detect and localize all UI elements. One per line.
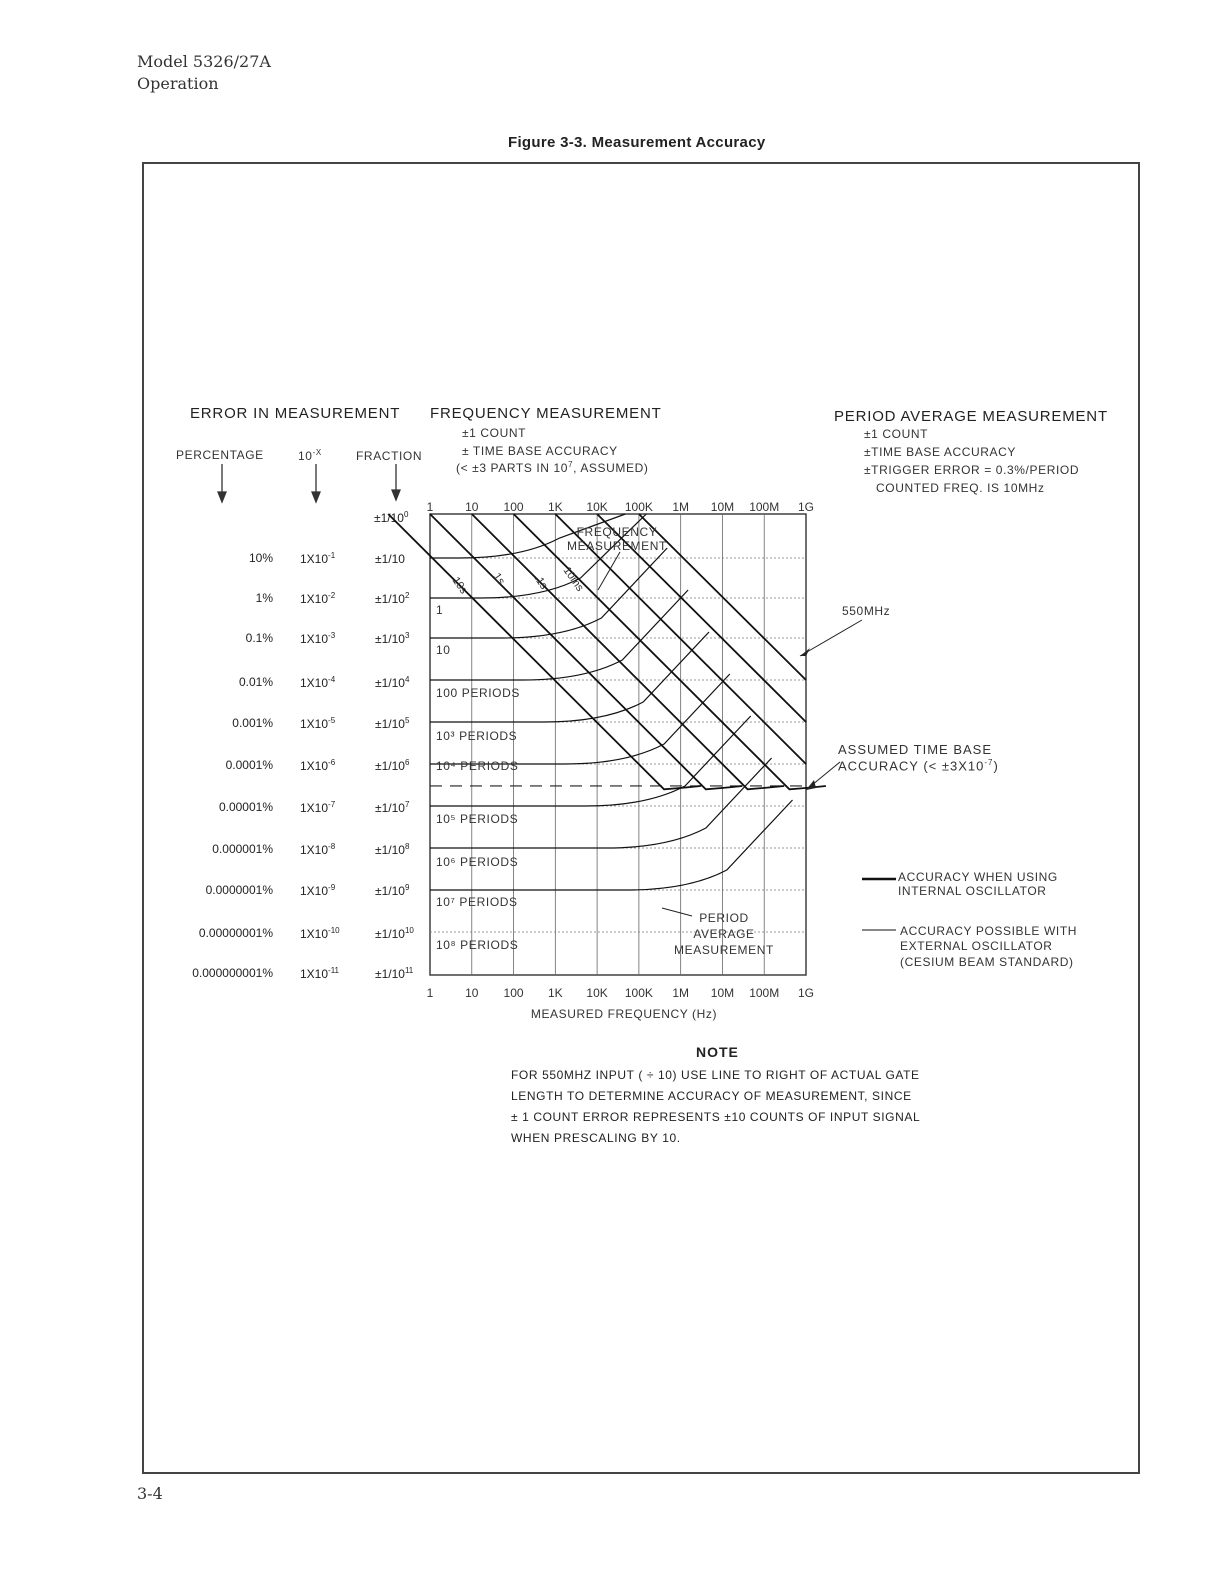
row-fraction: $\pm 1/10^4$	[375, 675, 410, 690]
gate-label: 10s	[449, 574, 470, 597]
row-fraction: $\pm 1/10^7$	[375, 800, 410, 815]
row-percentage: 0.000001%	[212, 842, 273, 856]
row-percentage: 0.00000001%	[198, 926, 273, 940]
x-tick-label-bottom: 10M	[710, 986, 735, 1000]
period-heading-title: PERIOD AVERAGE MEASUREMENT	[834, 408, 1108, 425]
x-tick-label-top: 100	[503, 500, 524, 514]
x-tick-label-top: 100M	[749, 500, 780, 514]
gate-label: 1s	[490, 570, 508, 588]
freq-region-label: MEASUREMENT	[567, 539, 667, 553]
x-tick-label-bottom: 1K	[547, 986, 563, 1000]
x-tick-label-top: 100K	[624, 500, 653, 514]
x-tick-label-top: 1M	[672, 500, 690, 514]
leader-550mhz	[800, 620, 862, 656]
row-power: $1X10^{-7}$	[300, 800, 336, 815]
row-percentage: 0.0000001%	[205, 883, 273, 897]
row-power: $1X10^{-8}$	[300, 842, 336, 857]
section-label: Operation	[137, 74, 219, 93]
figure-title: Figure 3-3. Measurement Accuracy	[508, 134, 766, 151]
row-percentage: 0.000000001%	[192, 966, 273, 980]
row-power: $1X10^{-3}$	[300, 631, 336, 646]
legend-external-2: EXTERNAL OSCILLATOR	[900, 939, 1053, 953]
period-label: 10³ PERIODS	[436, 729, 518, 743]
row-fraction: $\pm 1/10^2$	[375, 591, 410, 606]
row-percentage: 0.1%	[245, 631, 273, 645]
freq-line	[430, 514, 742, 789]
period-heading-line2: ±TIME BASE ACCURACY	[864, 445, 1017, 459]
freq-heading-line3: (< ±3 PARTS IN $10^7$, ASSUMED)	[456, 460, 649, 475]
annotation-550mhz: 550MHz	[842, 604, 891, 618]
legend-internal-2: INTERNAL OSCILLATOR	[898, 884, 1047, 898]
x-tick-label-top: 10K	[586, 500, 608, 514]
row-power: $1X10^{-10}$	[300, 926, 340, 941]
row-percentage: 0.001%	[232, 716, 273, 730]
row-fraction: $\pm 1/10^8$	[375, 842, 410, 857]
period-label: 1	[436, 603, 444, 617]
x-tick-label-bottom: 100	[503, 986, 524, 1000]
gate-label: .1s	[531, 572, 550, 592]
period-region-label: MEASUREMENT	[674, 943, 774, 957]
x-tick-label-top: 1	[426, 500, 434, 514]
legend-external-1: ACCURACY POSSIBLE WITH	[900, 924, 1078, 938]
x-tick-label-top: 1G	[797, 500, 815, 514]
x-tick-label-bottom: 100M	[749, 986, 780, 1000]
row-power: $1X10^{-2}$	[300, 591, 336, 606]
period-heading-line3: ±TRIGGER ERROR = 0.3%/PERIOD	[864, 463, 1080, 477]
row-percentage: 1%	[255, 591, 273, 605]
period-heading-line1: ±1 COUNT	[864, 427, 929, 441]
row-power: $1X10^{-6}$	[300, 758, 336, 773]
annotation-assumed-2: ACCURACY (< $\pm 3X10^{-7}$)	[838, 758, 999, 774]
percentage-heading: PERCENTAGE	[176, 448, 264, 462]
x-tick-label-bottom: 10	[465, 986, 479, 1000]
freq-line	[514, 514, 826, 789]
period-label: 10⁷ PERIODS	[436, 895, 518, 909]
row-power: $1X10^{-9}$	[300, 883, 336, 898]
annotation-assumed-1: ASSUMED TIME BASE	[838, 742, 993, 757]
note-line-3: ± 1 COUNT ERROR REPRESENTS ±10 COUNTS OF INPUT SIGNAL	[511, 1110, 921, 1124]
x-tick-label-bottom: 1M	[672, 986, 690, 1000]
arrow-assumed	[806, 780, 816, 790]
period-label: 10⁸ PERIODS	[436, 938, 519, 952]
row-percentage: 0.00001%	[218, 800, 273, 814]
freq-heading-line2: ± TIME BASE ACCURACY	[462, 444, 618, 458]
x-axis-label: MEASURED FREQUENCY (Hz)	[530, 1007, 718, 1021]
row-fraction: $\pm 1/10^3$	[375, 631, 410, 646]
row-fraction: $\pm 1/10^{10}$	[375, 926, 414, 941]
row-percentage: 0.0001%	[225, 758, 273, 772]
x-tick-label-bottom: 1	[426, 986, 434, 1000]
x-tick-label-bottom: 1G	[797, 986, 815, 1000]
row-fraction: $\pm 1/10^6$	[375, 758, 410, 773]
row-power: $1X10^{-5}$	[300, 716, 336, 731]
fraction-top: $\pm 1/10^0$	[374, 510, 409, 525]
fraction-heading: FRACTION	[356, 449, 423, 463]
row-fraction: $\pm 1/10^9$	[375, 883, 410, 898]
row-percentage: 10%	[248, 551, 273, 565]
x-tick-label-top: 10M	[710, 500, 735, 514]
page-number: 3-4	[137, 1484, 163, 1503]
x-tick-label-bottom: 10K	[586, 986, 608, 1000]
model-label: Model 5326/27A	[137, 52, 271, 71]
row-power: $1X10^{-4}$	[300, 675, 336, 690]
freq-heading-line1: ±1 COUNT	[462, 426, 527, 440]
note-line-4: WHEN PRESCALING BY 10.	[511, 1131, 681, 1145]
note-title: NOTE	[696, 1044, 739, 1060]
freq-line	[472, 514, 784, 789]
gate-label: 10ms	[560, 564, 586, 594]
x-tick-label-top: 10	[465, 500, 479, 514]
x-tick-label-top: 1K	[547, 500, 563, 514]
period-label: 10	[436, 643, 451, 657]
row-power: $1X10^{-11}$	[300, 966, 339, 981]
power-heading: $10^{-X}$	[298, 448, 322, 463]
row-fraction: $\pm 1/10^{11}$	[375, 966, 414, 981]
period-label: 10⁶ PERIODS	[436, 855, 519, 869]
period-region-label: AVERAGE	[693, 927, 755, 941]
period-region-leader	[662, 908, 692, 916]
row-percentage: 0.01%	[238, 675, 273, 689]
period-label: 10⁴ PERIODS	[436, 759, 519, 773]
period-label: 10⁵ PERIODS	[436, 812, 519, 826]
row-fraction: $\pm 1/10^5$	[375, 716, 410, 731]
period-heading-line4: COUNTED FREQ. IS 10MHz	[876, 481, 1045, 495]
row-fraction: ±1/10	[375, 552, 405, 566]
note-line-1: FOR 550MHZ INPUT ( ÷ 10) USE LINE TO RIGHT OF ACTUAL GATE	[511, 1068, 920, 1082]
error-heading: ERROR IN MEASUREMENT	[190, 405, 401, 422]
freq-heading-title: FREQUENCY MEASUREMENT	[430, 405, 662, 422]
legend-internal-1: ACCURACY WHEN USING	[898, 870, 1058, 884]
x-tick-label-bottom: 100K	[624, 986, 653, 1000]
note-line-2: LENGTH TO DETERMINE ACCURACY OF MEASUREMENT, SINCE	[511, 1089, 912, 1103]
period-curve	[430, 548, 667, 638]
row-power: $1X10^{-1}$	[300, 551, 336, 566]
period-curve	[430, 590, 688, 680]
freq-region-label: FREQUENCY	[576, 525, 658, 539]
period-region-label: PERIOD	[699, 911, 749, 925]
period-label: 100 PERIODS	[436, 686, 520, 700]
legend-external-3: (CESIUM BEAM STANDARD)	[900, 955, 1074, 969]
